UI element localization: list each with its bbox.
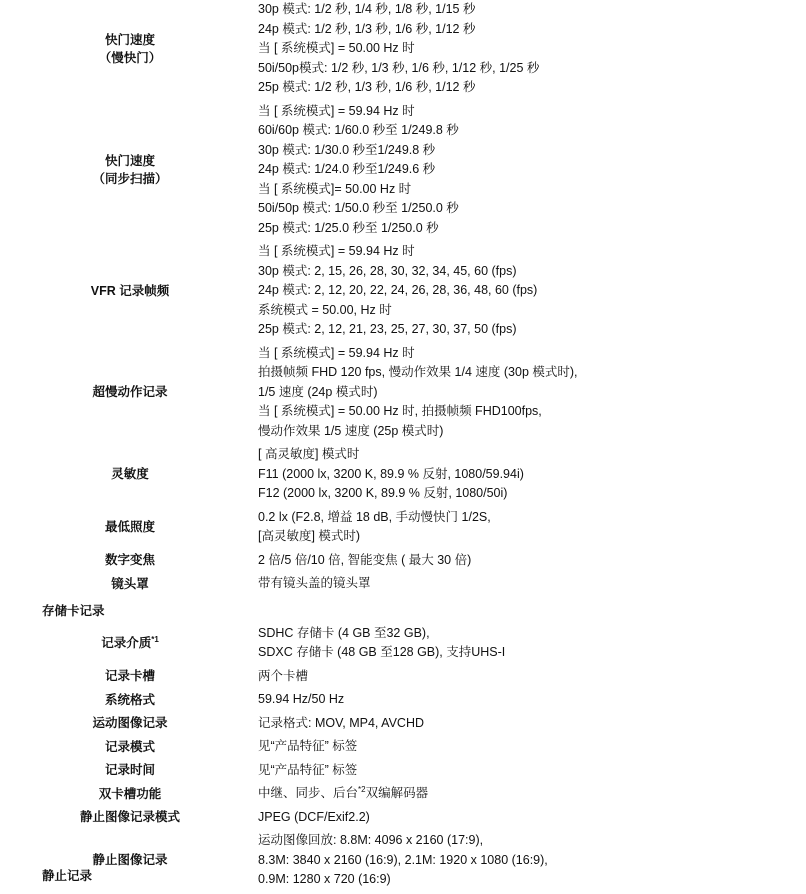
spec-value-line: 30p 模式: 2, 15, 26, 28, 30, 32, 34, 45, 60 (fps) xyxy=(258,263,517,278)
dual-slot-label: 双卡槽功能 xyxy=(98,786,162,801)
spec-row xyxy=(0,0,806,98)
spec-value-line: 运动图像回放: 8.8M: 4096 x 2160 (17:9), xyxy=(258,833,484,847)
spec-row xyxy=(0,445,806,504)
spec-row xyxy=(0,102,806,239)
spec-row xyxy=(0,667,806,687)
spec-label xyxy=(0,31,230,67)
spec-row xyxy=(0,242,806,340)
spec-value-line: 记录格式: MOV, MP4, AVCHD xyxy=(258,715,425,730)
spec-value-line: 0.2 lx (F2.8, 增益 18 dB, 手动慢快门 1/2S, xyxy=(258,509,491,524)
spec-value-line: SDHC 存储卡 (4 GB 至32 GB), xyxy=(258,625,430,640)
spec-label-text: 静止图像记录 xyxy=(92,853,168,868)
spec-label xyxy=(0,634,230,652)
spec-value xyxy=(230,690,344,710)
spec-label xyxy=(0,152,230,188)
footnote-marker: *2 xyxy=(358,784,366,794)
spec-value-line: 30p 模式: 1/2 秒, 1/4 秒, 1/8 秒, 1/15 秒 xyxy=(258,2,476,16)
spec-value-line: 59.94 Hz/50 Hz xyxy=(258,692,345,706)
recording-media-label: 记录介质 xyxy=(101,636,152,650)
dual-slot-value-b: 双编解码器 xyxy=(365,786,429,800)
spec-value-line: 25p 模式: 1/2 秒, 1/3 秒, 1/6 秒, 1/12 秒 xyxy=(258,80,476,94)
spec-value xyxy=(230,714,424,734)
spec-value-line: JPEG (DCF/Exif2.2) xyxy=(258,809,370,824)
spec-row xyxy=(0,508,806,547)
spec-value-line: 带有镜头盖的镜头罩 xyxy=(258,576,371,590)
spec-label xyxy=(0,808,230,826)
spec-value-line: 25p 模式: 1/25.0 秒至 1/250.0 秒 xyxy=(258,220,439,235)
spec-label-text: 系统格式 xyxy=(104,692,155,707)
spec-label-text: 记录时间 xyxy=(104,763,155,778)
spec-label xyxy=(0,551,230,569)
spec-label xyxy=(0,785,230,803)
spec-value xyxy=(230,508,491,547)
spec-label xyxy=(0,282,230,300)
spec-value-line: 50i/50p模式: 1/2 秒, 1/3 秒, 1/6 秒, 1/12 秒, 1/25 秒 xyxy=(258,60,540,75)
spec-value-line: 当 [ 系统模式] = 59.94 Hz 时 xyxy=(258,103,415,118)
spec-label-text: 快门速度 xyxy=(104,153,155,168)
spec-label-text: 记录模式 xyxy=(104,739,155,754)
spec-label-text: （同步扫描） xyxy=(92,171,168,186)
spec-value-line: 24p 模式: 2, 12, 20, 22, 24, 26, 28, 36, 48, 60 (fps) xyxy=(258,283,538,297)
cut-off-heading: 静止记录 xyxy=(42,869,93,883)
spec-value-line: 2 倍/5 倍/10 倍, 智能变焦 ( 最大 30 倍) xyxy=(258,552,472,567)
spec-label-text: 快门速度 xyxy=(104,32,155,47)
spec-row xyxy=(0,714,806,734)
spec-value-line: 1/5 速度 (24p 模式时) xyxy=(258,384,378,399)
spec-label xyxy=(0,714,230,732)
spec-value-line: 24p 模式: 1/24.0 秒至1/249.6 秒 xyxy=(258,162,436,176)
spec-value-line: [高灵敏度] 模式时) xyxy=(258,529,361,543)
spec-row xyxy=(0,551,806,571)
spec-value xyxy=(230,808,370,828)
spec-value xyxy=(230,667,308,687)
spec-value-line: 拍摄帧频 FHD 120 fps, 慢动作效果 1/4 速度 (30p 模式时), xyxy=(258,365,578,379)
spec-value xyxy=(230,242,537,340)
spec-value xyxy=(230,344,578,442)
spec-value-line: 系统模式 = 50.00, Hz 时 xyxy=(258,302,392,317)
spec-label-text: 数字变焦 xyxy=(104,553,155,568)
spec-value-line: [ 高灵敏度] 模式时 xyxy=(258,447,360,461)
spec-value-line: F11 (2000 lx, 3200 K, 89.9 % 反射, 1080/59.94i) xyxy=(258,466,524,481)
spec-value-line: 24p 模式: 1/2 秒, 1/3 秒, 1/6 秒, 1/12 秒 xyxy=(258,21,476,36)
spec-value-line: 0.9M: 1280 x 720 (16:9) xyxy=(258,872,391,886)
dual-slot-value-a: 中继、同步、后台 xyxy=(258,786,359,800)
spec-row xyxy=(0,761,806,781)
spec-row xyxy=(0,344,806,442)
spec-label xyxy=(0,575,230,593)
footnote-marker: *1 xyxy=(151,634,159,644)
spec-value xyxy=(230,784,428,804)
spec-value-line: 8.3M: 3840 x 2160 (16:9), 2.1M: 1920 x 1080 (16:9), xyxy=(258,852,548,867)
spec-value xyxy=(230,737,357,757)
spec-value xyxy=(230,574,371,594)
spec-label xyxy=(0,761,230,779)
spec-value xyxy=(230,551,471,571)
spec-value xyxy=(230,831,548,890)
spec-value-line: 慢动作效果 1/5 速度 (25p 模式时) xyxy=(258,423,444,438)
spec-row xyxy=(0,831,806,890)
spec-value-line: 见“产品特征” 标签 xyxy=(258,739,358,753)
spec-label-text: 运动图像记录 xyxy=(92,716,168,731)
spec-row xyxy=(0,808,806,828)
spec-value-line: 50i/50p 模式: 1/50.0 秒至 1/250.0 秒 xyxy=(258,201,459,215)
spec-label xyxy=(0,691,230,709)
spec-label-text: VFR 记录帧频 xyxy=(90,283,170,298)
spec-label-text: 最低照度 xyxy=(104,520,155,534)
section-title-card-recording: 存储卡记录 xyxy=(42,603,105,618)
spec-label xyxy=(0,667,230,685)
spec-label-text: 静止图像记录模式 xyxy=(79,810,180,825)
spec-value xyxy=(230,102,459,239)
spec-value-line xyxy=(258,784,428,804)
spec-value-line: 当 [ 系统模式] = 50.00 Hz 时, 拍摄帧频 FHD100fps, xyxy=(258,404,542,418)
spec-label xyxy=(0,518,230,536)
spec-row-recording-media xyxy=(0,624,806,663)
spec-value-line: 当 [ 系统模式] = 59.94 Hz 时 xyxy=(258,345,415,360)
spec-label xyxy=(0,383,230,401)
spec-value-line: F12 (2000 lx, 3200 K, 89.9 % 反射, 1080/50i) xyxy=(258,486,508,500)
still-spec-rows xyxy=(0,808,806,894)
spec-value-line: 60i/60p 模式: 1/60.0 秒至 1/249.8 秒 xyxy=(258,123,459,137)
spec-value-line: 两个卡槽 xyxy=(258,668,309,683)
spec-value-line: 当 [ 系统模式] = 50.00 Hz 时 xyxy=(258,41,415,55)
spec-label xyxy=(0,738,230,756)
spec-value-line: 30p 模式: 1/30.0 秒至1/249.8 秒 xyxy=(258,142,436,157)
spec-row xyxy=(0,574,806,594)
spec-label-text: 超慢动作记录 xyxy=(92,385,168,400)
spec-value xyxy=(230,624,505,663)
spec-value-line: 当 [ 系统模式] = 59.94 Hz 时 xyxy=(258,244,415,258)
spec-value-line: 25p 模式: 2, 12, 21, 23, 25, 27, 30, 37, 50 (fps) xyxy=(258,322,517,336)
spec-value-line: 见“产品特征” 标签 xyxy=(258,762,358,777)
spec-row-dual-slot xyxy=(0,784,806,804)
spec-label-text: 灵敏度 xyxy=(111,467,149,482)
spec-row xyxy=(0,690,806,710)
spec-value xyxy=(230,445,524,504)
spec-label xyxy=(0,851,230,869)
spec-label-text: （慢快门） xyxy=(98,50,162,65)
spec-value-line: 当 [ 系统模式]= 50.00 Hz 时 xyxy=(258,181,412,196)
spec-label-text: 镜头罩 xyxy=(111,576,149,591)
spec-value xyxy=(230,0,539,98)
spec-label xyxy=(0,465,230,483)
spec-label-text: 记录卡槽 xyxy=(104,669,155,684)
spec-value-line: SDXC 存储卡 (48 GB 至128 GB), 支持UHS-I xyxy=(258,645,506,659)
card-spec-rows xyxy=(0,667,806,785)
spec-value xyxy=(230,761,357,781)
spec-row xyxy=(0,737,806,757)
